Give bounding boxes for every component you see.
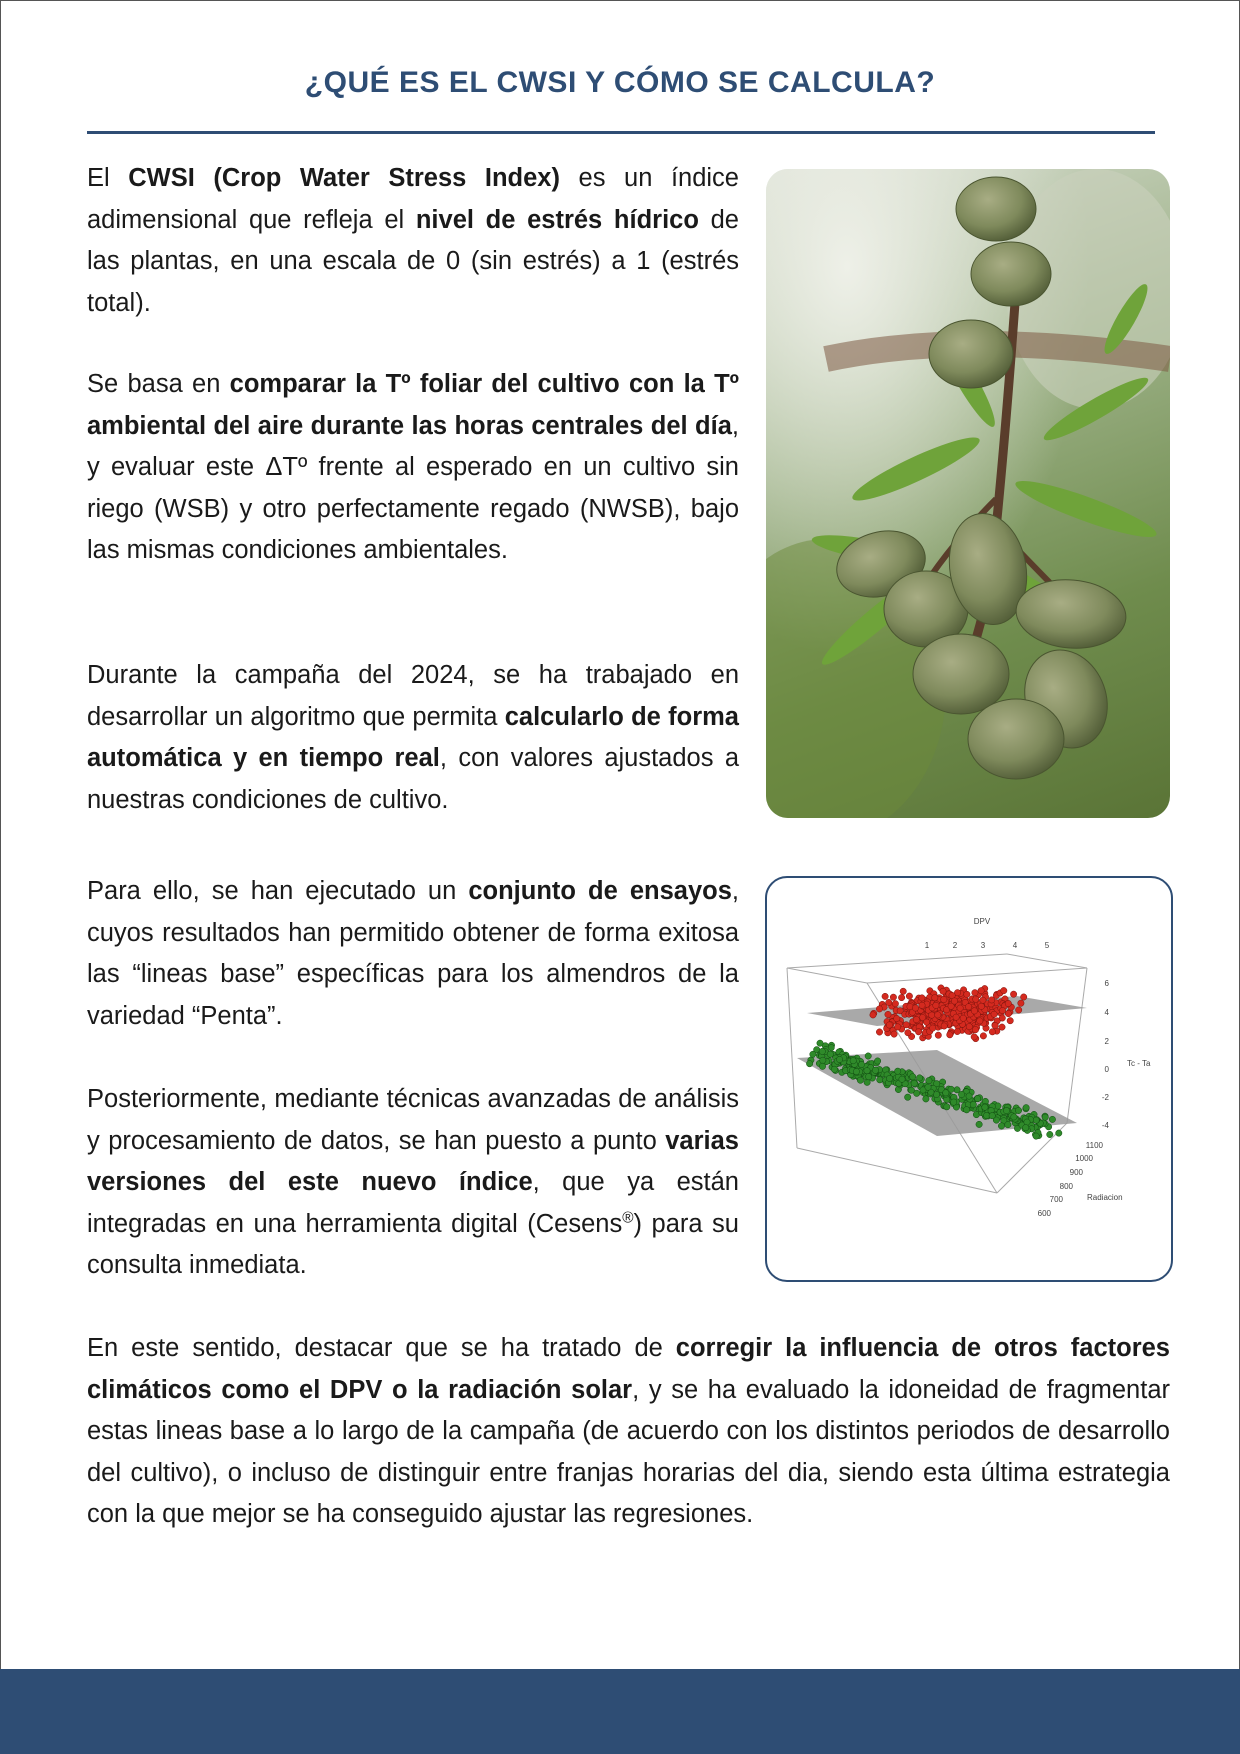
z-axis-ticks — [1102, 979, 1110, 1130]
data-point-red — [903, 1022, 909, 1028]
data-point-red — [941, 996, 947, 1002]
data-point-red — [957, 1005, 963, 1011]
data-point-green — [976, 1121, 982, 1127]
data-point-green — [820, 1057, 826, 1063]
data-point-red — [923, 1019, 929, 1025]
y-axis-ticks — [1038, 1141, 1104, 1218]
data-point-red — [954, 1028, 960, 1034]
data-point-green — [974, 1095, 980, 1101]
data-point-red — [947, 1032, 953, 1038]
data-point-green — [1024, 1119, 1030, 1125]
data-point-red — [912, 1005, 918, 1011]
data-point-green — [1023, 1105, 1029, 1111]
x-axis-label: DPV — [973, 917, 991, 926]
paragraph-climatic-factors: En este sentido, destacar que se ha tratado de corregir la influencia de otros factores climáticos como el DPV o la radiación solar, y se ha evaluado la idoneidad de fragmentar estas lineas base a lo largo de la campaña (de acuerdo con los distintos periodos de desarrollo del cultivo), o incluso de distinguir entre franjas horarias del dia, siendo esta última estrategia con la que mejor se ha conseguido ajustar las regresiones. — [87, 1334, 1170, 1528]
data-point-red — [933, 1002, 939, 1008]
data-point-red — [882, 993, 888, 999]
data-point-green — [836, 1056, 842, 1062]
data-point-red — [1018, 1000, 1024, 1006]
data-point-green — [806, 1061, 812, 1067]
data-point-green — [982, 1104, 988, 1110]
data-point-red — [886, 1022, 892, 1028]
data-point-red — [906, 993, 912, 999]
data-point-green — [864, 1068, 870, 1074]
paragraph-cwsi-definition: El CWSI (Crop Water Stress Index) es un índice adimensional que refleja el nivel de estrés hídrico de las plantas, en una escala de 0 (sin estrés) a 1 (estrés total). — [87, 164, 739, 317]
data-point-green — [872, 1067, 878, 1073]
data-point-red — [1007, 1018, 1013, 1024]
data-point-red — [894, 1024, 900, 1030]
y-tick-label: 900 — [1069, 1168, 1083, 1177]
data-point-green — [810, 1051, 816, 1057]
data-point-red — [905, 1030, 911, 1036]
data-point-red — [999, 1024, 1005, 1030]
z-tick-label: -4 — [1101, 1121, 1109, 1130]
data-point-red — [870, 1012, 876, 1018]
data-point-green — [1047, 1131, 1053, 1137]
data-point-green — [1042, 1114, 1048, 1120]
data-point-green — [1023, 1125, 1029, 1131]
data-point-red — [929, 1012, 935, 1018]
data-point-red — [919, 995, 925, 1001]
x-tick-label: 4 — [1012, 941, 1018, 950]
y-tick-label: 700 — [1049, 1195, 1063, 1204]
data-point-green — [1003, 1107, 1009, 1113]
z-tick-label: 0 — [1104, 1065, 1109, 1074]
data-point-red — [965, 1004, 971, 1010]
almond-branch-illustration — [766, 169, 1170, 818]
z-tick-label: 4 — [1104, 1008, 1109, 1017]
data-point-green — [926, 1077, 932, 1083]
data-point-green — [1011, 1114, 1017, 1120]
data-point-red — [977, 1018, 983, 1024]
data-point-red — [999, 1007, 1005, 1013]
data-point-red — [1005, 1000, 1011, 1006]
data-point-green — [1005, 1122, 1011, 1128]
data-point-red — [951, 998, 957, 1004]
data-point-green — [951, 1099, 957, 1105]
data-point-red — [876, 1029, 882, 1035]
data-point-green — [963, 1107, 969, 1113]
data-point-red — [915, 1029, 921, 1035]
page-title: ¿QUÉ ES EL CWSI Y CÓMO SE CALCULA? — [304, 66, 936, 99]
data-point-red — [898, 994, 904, 1000]
data-point-green — [874, 1058, 880, 1064]
data-point-green — [911, 1080, 917, 1086]
data-point-red — [964, 991, 970, 997]
data-point-green — [850, 1058, 856, 1064]
paragraph-index-versions: Posteriormente, mediante técnicas avanzadas de análisis y procesamiento de datos, se han puesto a punto varias versiones del este nuevo índice, que ya están integradas en una herramienta digital (Cesens®) para su consulta inmediata. — [87, 1085, 739, 1279]
data-point-red — [966, 1023, 972, 1029]
x-axis-ticks — [925, 941, 1050, 950]
data-point-green — [916, 1075, 922, 1081]
data-point-red — [885, 1011, 891, 1017]
data-point-green — [995, 1103, 1001, 1109]
data-point-red — [999, 1015, 1005, 1021]
data-point-green — [989, 1113, 995, 1119]
data-point-red — [890, 994, 896, 1000]
z-tick-label: 6 — [1104, 979, 1109, 988]
data-point-red — [913, 1016, 919, 1022]
data-point-green — [1056, 1130, 1062, 1136]
y-tick-label: 600 — [1037, 1209, 1051, 1218]
data-point-green — [958, 1091, 964, 1097]
data-point-red — [989, 1029, 995, 1035]
data-point-green — [1049, 1116, 1055, 1122]
data-point-green — [899, 1076, 905, 1082]
y-tick-label: 1000 — [1075, 1154, 1093, 1163]
data-point-green — [998, 1123, 1004, 1129]
data-point-green — [877, 1077, 883, 1083]
data-point-red — [1001, 987, 1007, 993]
data-point-red — [932, 995, 938, 1001]
data-point-red — [960, 1015, 966, 1021]
data-point-red — [992, 1022, 998, 1028]
data-point-green — [943, 1090, 949, 1096]
data-point-red — [1016, 1007, 1022, 1013]
data-point-green — [1033, 1133, 1039, 1139]
data-point-green — [1015, 1107, 1021, 1113]
data-point-green — [966, 1093, 972, 1099]
data-point-green — [910, 1074, 916, 1080]
data-point-green — [905, 1094, 911, 1100]
data-point-green — [923, 1096, 929, 1102]
data-point-red — [973, 996, 979, 1002]
x-tick-label: 5 — [1044, 941, 1050, 950]
chart-svg — [767, 878, 1171, 1280]
data-point-red — [930, 1025, 936, 1031]
data-point-green — [886, 1075, 892, 1081]
data-point-green — [865, 1053, 871, 1059]
data-point-green — [970, 1101, 976, 1107]
x-tick-label: 1 — [924, 941, 930, 950]
data-point-green — [827, 1051, 833, 1057]
data-point-green — [895, 1068, 901, 1074]
data-point-red — [940, 988, 946, 994]
almond-branch-photo — [766, 169, 1170, 818]
data-point-green — [853, 1068, 859, 1074]
data-point-red — [876, 1006, 882, 1012]
data-point-red — [900, 988, 906, 994]
z-tick-label: 2 — [1104, 1037, 1109, 1046]
data-point-red — [1021, 994, 1027, 1000]
y-axis-label: Radiacion — [1087, 1193, 1123, 1202]
data-point-red — [1010, 991, 1016, 997]
data-point-green — [819, 1048, 825, 1054]
data-point-green — [819, 1063, 825, 1069]
paragraph-trials: Para ello, se han ejecutado un conjunto de ensayos, cuyos resultados han permitido obtener de forma exitosa las “lineas base” específicas para los almendros de la variedad “Penta”. — [87, 877, 739, 1030]
data-point-red — [1005, 1010, 1011, 1016]
data-point-red — [971, 1008, 977, 1014]
data-point-green — [817, 1040, 823, 1046]
y-tick-label: 1100 — [1085, 1141, 1103, 1150]
data-point-red — [892, 1001, 898, 1007]
data-point-red — [935, 1032, 941, 1038]
paragraph-campaign-2024: Durante la campaña del 2024, se ha trabajado en desarrollar un algoritmo que permita calcularlo de forma automática y en tiempo real, con valores ajustados a nuestras condiciones de cultivo. — [87, 661, 739, 814]
data-point-green — [866, 1074, 872, 1080]
paragraph-method: Se basa en comparar la Tº foliar del cultivo con la Tº ambiental del aire durante las horas centrales del día, y evaluar este ΔTº frente al esperado en un cultivo sin riego (WSB) y otro perfectamente regado (NWSB), bajo las mismas condiciones ambientales. — [87, 370, 739, 564]
data-point-red — [971, 1034, 977, 1040]
data-point-red — [972, 1027, 978, 1033]
data-point-green — [944, 1104, 950, 1110]
data-point-red — [991, 1011, 997, 1017]
data-point-red — [935, 1012, 941, 1018]
x-tick-label: 3 — [980, 941, 986, 950]
title-divider — [87, 131, 1155, 134]
cwsi-3d-scatter-chart — [765, 876, 1173, 1282]
data-point-red — [972, 990, 978, 996]
x-tick-label: 2 — [952, 941, 958, 950]
z-axis-label: Tc - Ta — [1127, 1059, 1151, 1068]
data-point-green — [831, 1066, 837, 1072]
data-point-red — [953, 1014, 959, 1020]
data-point-red — [919, 1002, 925, 1008]
data-point-red — [980, 1033, 986, 1039]
z-tick-label: -2 — [1101, 1093, 1109, 1102]
y-tick-label: 800 — [1059, 1182, 1073, 1191]
footer-bar — [0, 1669, 1240, 1754]
data-point-red — [941, 1023, 947, 1029]
data-point-red — [980, 997, 986, 1003]
data-point-green — [925, 1084, 931, 1090]
data-point-red — [989, 997, 995, 1003]
data-point-red — [978, 1003, 984, 1009]
data-point-red — [891, 1031, 897, 1037]
data-point-green — [857, 1077, 863, 1083]
data-point-red — [978, 988, 984, 994]
